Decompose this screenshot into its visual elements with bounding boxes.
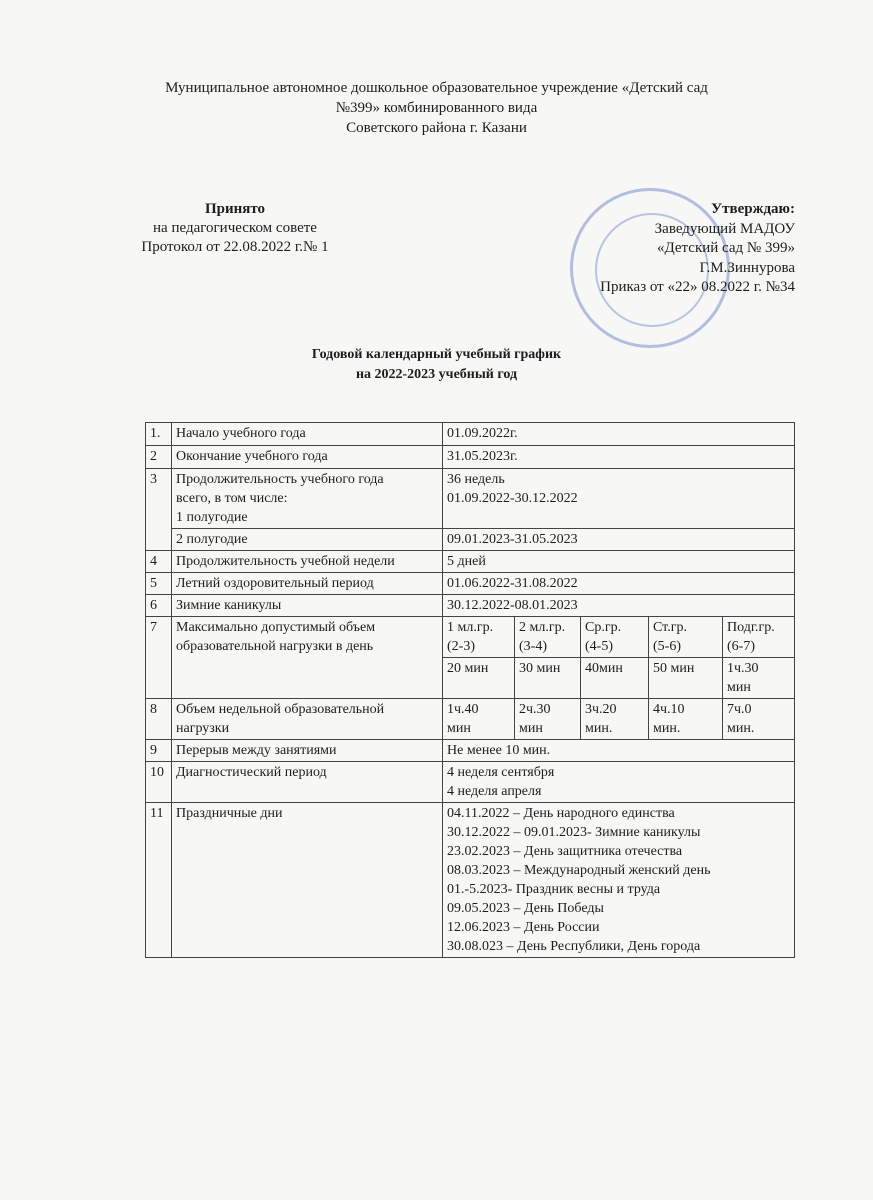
table-row xyxy=(146,762,795,803)
row-label: Перерыв между занятиями xyxy=(172,740,443,762)
load-value: 3ч.20 xyxy=(585,702,617,717)
holiday-item: 23.02.2023 – День защитника отечества xyxy=(447,844,683,859)
load-value: 1ч.30 xyxy=(727,661,759,676)
row-value: 01.06.2022-31.08.2022 xyxy=(443,573,795,595)
daily-load-cell xyxy=(723,658,795,699)
row-label: Праздничные дни xyxy=(172,803,443,958)
row-number: 6 xyxy=(146,595,172,617)
group-cell xyxy=(649,617,723,658)
weekly-load-cell xyxy=(581,699,649,740)
row-number: 2 xyxy=(146,446,172,469)
document-title xyxy=(0,345,873,385)
weekly-load-cell xyxy=(515,699,581,740)
load-value: 7ч.0 xyxy=(727,702,752,717)
group-age: (2-3) xyxy=(447,639,475,654)
label-line: нагрузки xyxy=(176,721,230,736)
row-label: Продолжительность учебной недели xyxy=(172,551,443,573)
group-age: (6-7) xyxy=(727,639,755,654)
accepted-block xyxy=(115,200,355,257)
weekly-load-cell xyxy=(723,699,795,740)
table-row xyxy=(146,446,795,469)
group-name: Ср.гр. xyxy=(585,620,622,635)
value-line: 4 неделя сентября xyxy=(447,765,555,780)
group-cell xyxy=(515,617,581,658)
label-line: всего, в том числе: xyxy=(176,491,288,506)
table-row xyxy=(146,740,795,762)
schedule-table xyxy=(145,422,795,958)
row-label xyxy=(172,469,443,529)
load-unit: мин. xyxy=(653,721,681,736)
label-line: Максимально допустимый объем xyxy=(176,620,376,635)
row-value: 09.01.2023-31.05.2023 xyxy=(443,529,795,551)
table-row xyxy=(146,469,795,529)
row-number: 4 xyxy=(146,551,172,573)
approved-line: Заведующий МАДОУ xyxy=(654,220,795,237)
header-line: Советского района г. Казани xyxy=(346,120,527,136)
label-line: 1 полугодие xyxy=(176,510,248,525)
institution-header xyxy=(0,78,873,138)
holiday-item: 30.12.2022 – 09.01.2023- Зимние каникулы xyxy=(447,825,701,840)
group-name: 2 мл.гр. xyxy=(519,620,566,635)
holiday-item: 08.03.2023 – Международный женский день xyxy=(447,863,711,878)
table-row xyxy=(146,573,795,595)
row-label: Зимние каникулы xyxy=(172,595,443,617)
row-number: 7 xyxy=(146,617,172,699)
approved-title: Утверждаю: xyxy=(711,201,795,217)
row-number: 3 xyxy=(146,469,172,551)
row-number: 1. xyxy=(146,423,172,446)
row-number: 5 xyxy=(146,573,172,595)
row-number: 10 xyxy=(146,762,172,803)
header-line: Муниципальное автономное дошкольное образовательное учреждение «Детский сад xyxy=(165,80,708,96)
approved-order-line: Приказ от «22» 08.2022 г. №34 xyxy=(600,279,795,295)
table-row xyxy=(146,423,795,446)
holiday-item: 12.06.2023 – День России xyxy=(447,920,600,935)
weekly-load-cell xyxy=(443,699,515,740)
row-value xyxy=(443,762,795,803)
group-cell xyxy=(723,617,795,658)
group-name: Подг.гр. xyxy=(727,620,775,635)
header-line: №399» комбинированного вида xyxy=(335,100,538,116)
row-value xyxy=(443,469,795,529)
value-line: 36 недель xyxy=(447,472,505,487)
row-number: 8 xyxy=(146,699,172,740)
row-value: Не менее 10 мин. xyxy=(443,740,795,762)
row-value: 5 дней xyxy=(443,551,795,573)
row-label: Окончание учебного года xyxy=(172,446,443,469)
daily-load-cell xyxy=(649,658,723,699)
row-value: 31.05.2023г. xyxy=(443,446,795,469)
accepted-line: Протокол от 22.08.2022 г.№ 1 xyxy=(141,239,329,255)
row-label xyxy=(172,617,443,699)
load-unit: мин xyxy=(447,721,471,736)
table-row xyxy=(146,551,795,573)
group-age: (4-5) xyxy=(585,639,613,654)
row-label: Диагностический период xyxy=(172,762,443,803)
holiday-item: 09.05.2023 – День Победы xyxy=(447,901,604,916)
row-label: Начало учебного года xyxy=(172,423,443,446)
daily-load-cell xyxy=(515,658,581,699)
load-unit: мин xyxy=(727,680,751,695)
group-cell xyxy=(443,617,515,658)
accepted-line: на педагогическом совете xyxy=(153,220,317,236)
load-unit: мин xyxy=(519,721,543,736)
daily-load-cell xyxy=(443,658,515,699)
row-value: 01.09.2022г. xyxy=(443,423,795,446)
load-value: 30 мин xyxy=(519,661,561,676)
holiday-item: 30.08.023 – День Республики, День города xyxy=(447,939,701,954)
weekly-load-cell xyxy=(649,699,723,740)
title-line: на 2022-2023 учебный год xyxy=(355,367,518,382)
holidays-list xyxy=(443,803,795,958)
load-value: 40мин xyxy=(585,661,623,676)
row-number: 11 xyxy=(146,803,172,958)
table-row xyxy=(146,595,795,617)
holiday-item: 04.11.2022 – День народного единства xyxy=(447,806,675,821)
load-value: 20 мин xyxy=(447,661,489,676)
row-label: Летний оздоровительный период xyxy=(172,573,443,595)
row-label: 2 полугодие xyxy=(172,529,443,551)
load-unit: мин. xyxy=(585,721,613,736)
row-number: 9 xyxy=(146,740,172,762)
approved-line: «Детский сад № 399» xyxy=(656,240,795,256)
load-value: 4ч.10 xyxy=(653,702,685,717)
label-line: Продолжительность учебного года xyxy=(176,472,384,487)
load-value: 50 мин xyxy=(653,661,695,676)
group-age: (5-6) xyxy=(653,639,681,654)
group-name: 1 мл.гр. xyxy=(447,620,494,635)
table-row xyxy=(146,699,795,740)
group-cell xyxy=(581,617,649,658)
table-row xyxy=(146,617,795,658)
value-line: 01.09.2022-30.12.2022 xyxy=(447,491,578,506)
daily-load-cell xyxy=(581,658,649,699)
load-value: 1ч.40 xyxy=(447,702,479,717)
label-line: Объем недельной образовательной xyxy=(176,702,385,717)
value-line: 4 неделя апреля xyxy=(447,784,542,799)
accepted-title: Принято xyxy=(204,201,266,217)
group-name: Ст.гр. xyxy=(653,620,687,635)
label-line: образовательной нагрузки в день xyxy=(176,639,374,654)
row-label xyxy=(172,699,443,740)
load-unit: мин. xyxy=(727,721,755,736)
load-value: 2ч.30 xyxy=(519,702,551,717)
table-row xyxy=(146,529,795,551)
group-age: (3-4) xyxy=(519,639,547,654)
approved-signature-line: Г.М.Зиннурова xyxy=(699,259,795,276)
holiday-item: 01.-5.2023- Праздник весны и труда xyxy=(447,882,661,897)
table-row xyxy=(146,803,795,958)
approved-block xyxy=(600,200,795,298)
row-value: 30.12.2022-08.01.2023 xyxy=(443,595,795,617)
title-line: Годовой календарный учебный график xyxy=(311,347,562,362)
